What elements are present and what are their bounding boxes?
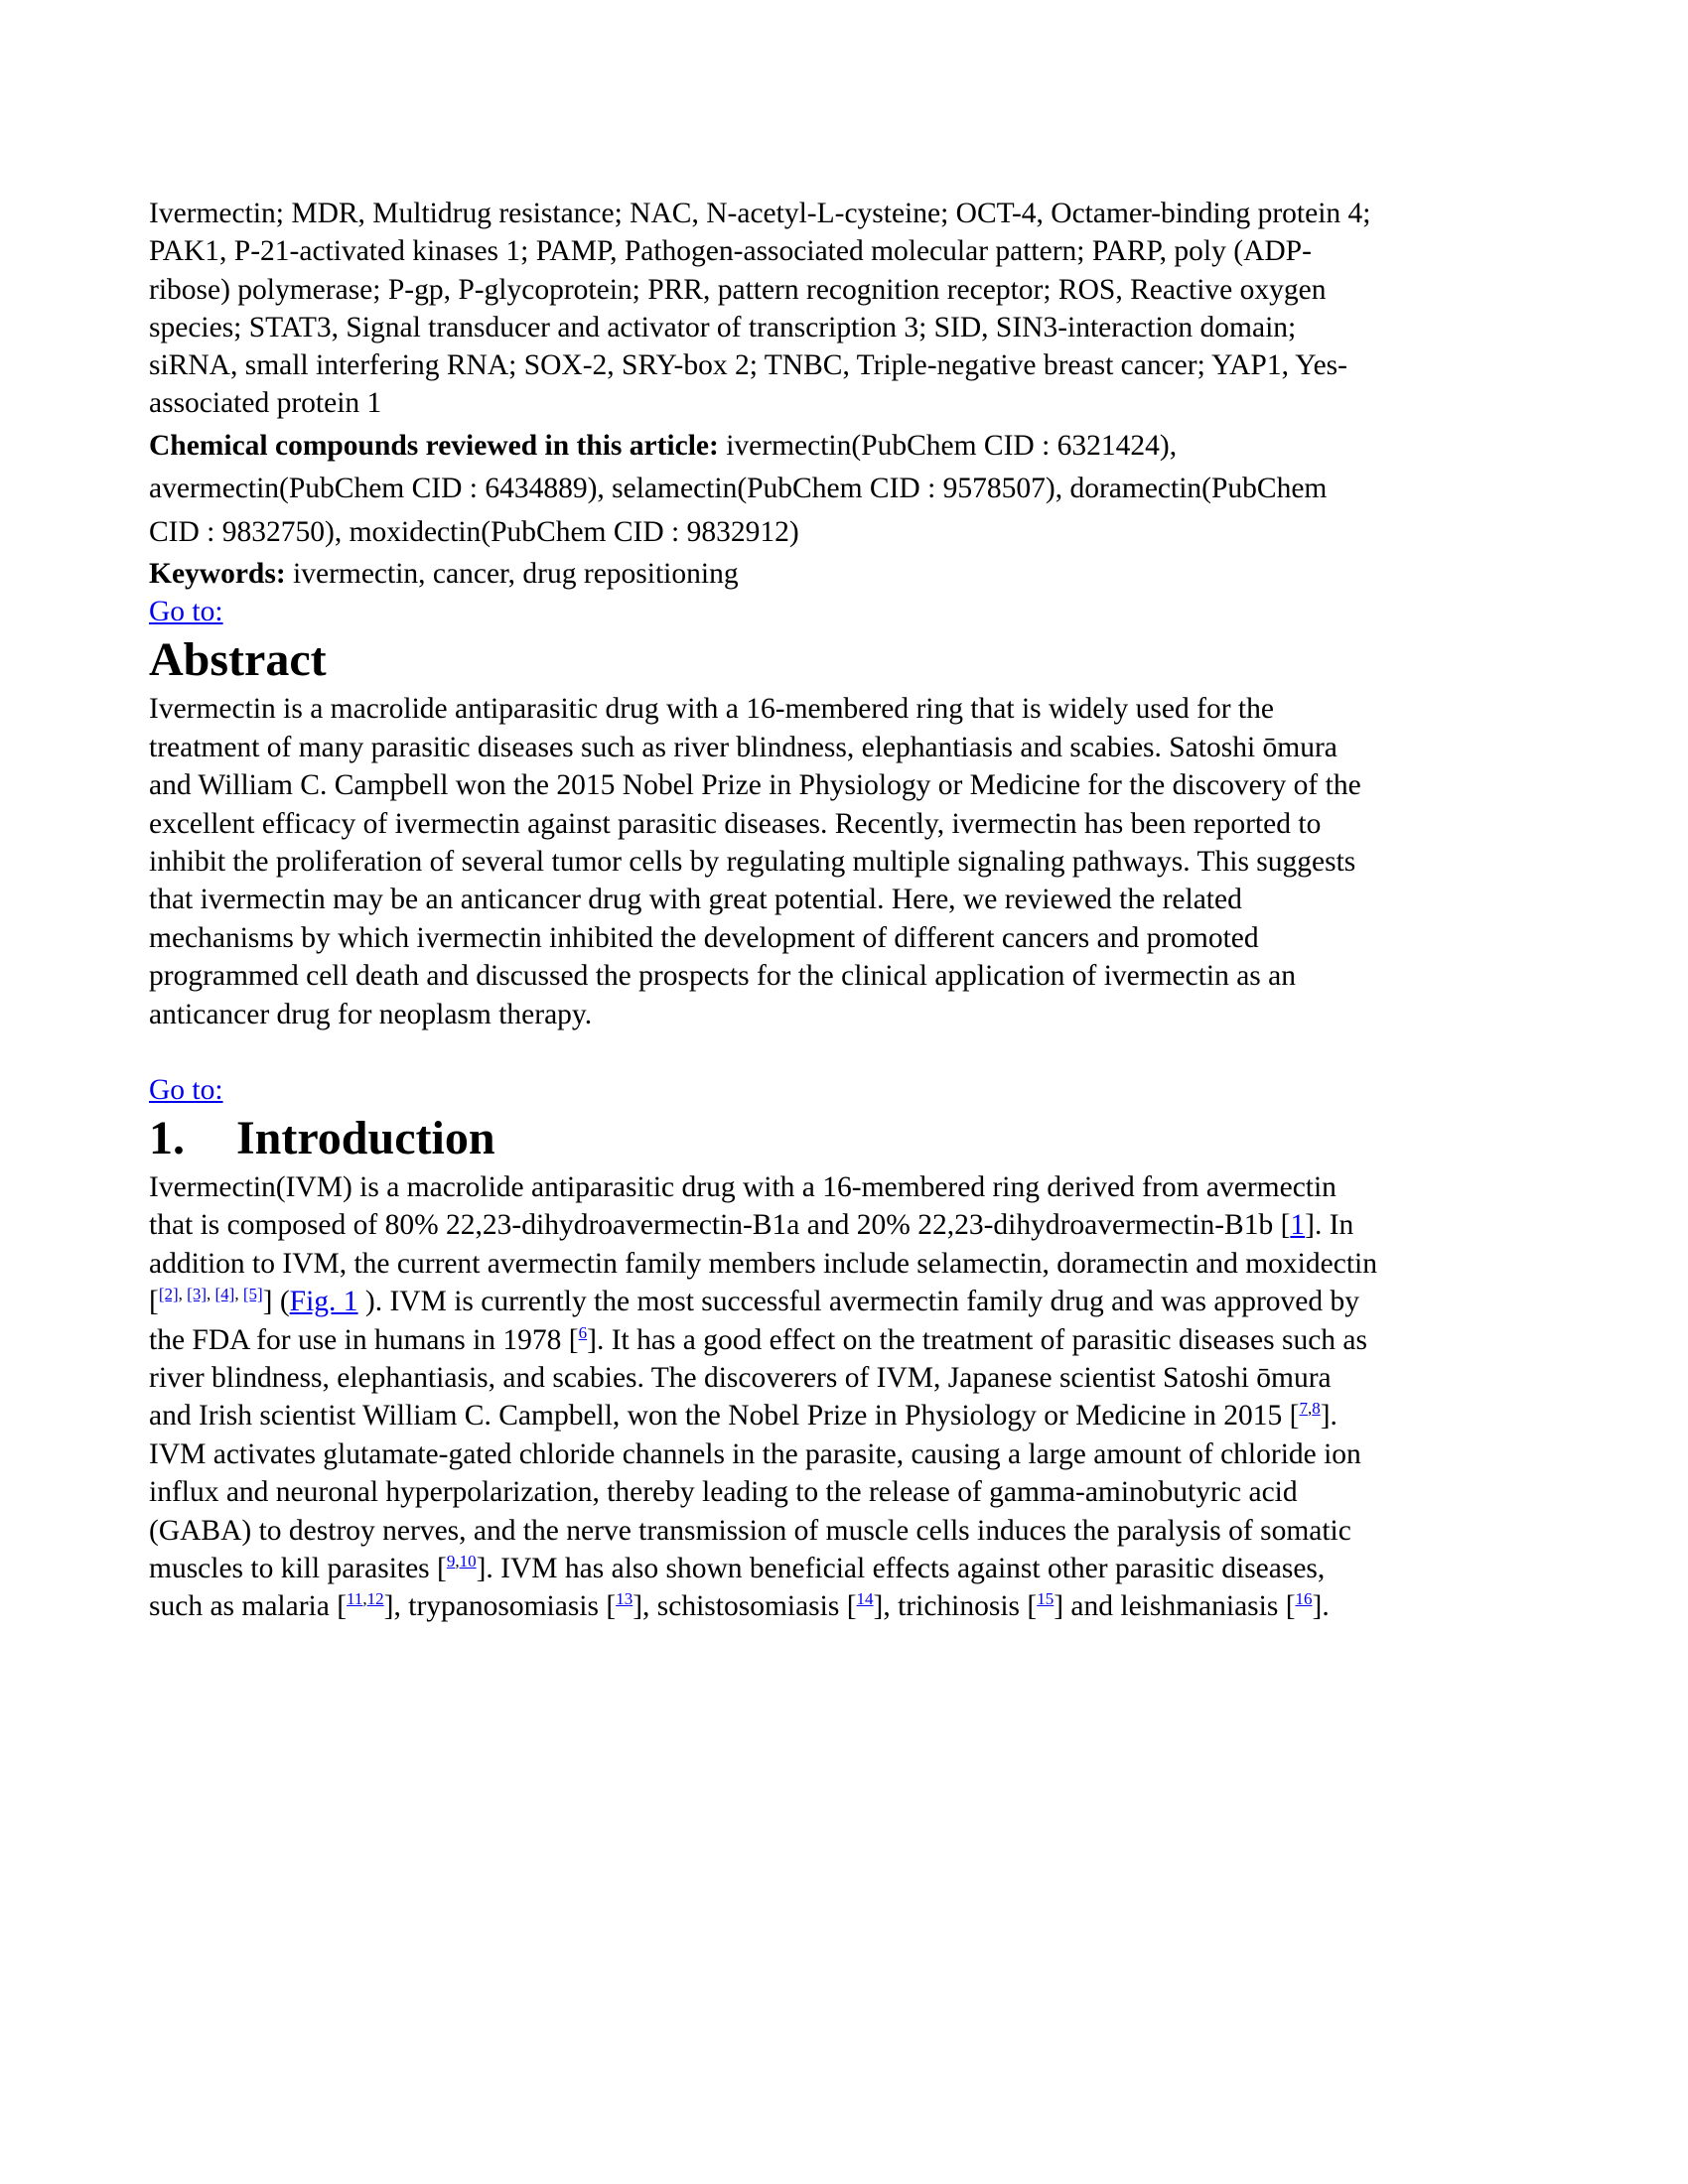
intro-text: muscles to kill parasites [ bbox=[149, 1553, 447, 1584]
intro-text: ]. IVM has also shown beneficial effects against other parasitic diseases, bbox=[476, 1553, 1326, 1584]
chemical-compounds-text: ivermectin(PubChem CID : 6321424), bbox=[718, 429, 1178, 462]
citation-group: [2], [3], [4], [5] bbox=[158, 1285, 263, 1304]
abbreviations-line: siRNA, small interfering RNA; SOX-2, SRY-box 2; TNBC, Triple-negative breast cancer; YAP1, Yes- bbox=[149, 349, 1347, 382]
abstract-heading: Abstract bbox=[149, 633, 327, 687]
citation-link[interactable]: [2] bbox=[158, 1285, 179, 1304]
intro-text: ]. It has a good effect on the treatment of parasitic diseases such as bbox=[587, 1323, 1367, 1356]
intro-line bbox=[149, 1206, 1539, 1244]
introduction-heading bbox=[149, 1109, 1539, 1168]
citation-link[interactable]: 14 bbox=[856, 1589, 874, 1609]
citation-link[interactable]: 1 bbox=[1290, 1209, 1306, 1242]
introduction-paragraph bbox=[149, 1168, 1539, 1626]
citation-link[interactable]: [3] bbox=[187, 1285, 207, 1304]
abbreviations-line: ribose) polymerase; P-gp, P-glycoprotein; PRR, pattern recognition receptor; ROS, Reactive oxygen bbox=[149, 273, 1327, 306]
intro-line: and Irish scientist William C. Campbell, won the Nobel Prize in Physiology or Medicine in 2015 [$^{7,8}$]. bbox=[149, 1399, 1337, 1433]
intro-text: ], trypanosomiasis [ bbox=[383, 1590, 617, 1623]
intro-line: muscles to kill parasites [$^{9,10}$]. IVM has also shown beneficial effects against other parasitic diseases, bbox=[149, 1552, 1326, 1584]
intro-text: the FDA for use in humans in 1978 [ bbox=[149, 1323, 579, 1356]
figure-link[interactable]: Fig. 1 bbox=[289, 1286, 358, 1318]
intro-text: [ bbox=[149, 1286, 159, 1318]
abstract-line: mechanisms by which ivermectin inhibited the development of different cancers and promoted bbox=[149, 921, 1259, 954]
chemical-compounds-line bbox=[149, 425, 1539, 469]
abbreviations-paragraph bbox=[149, 195, 1539, 423]
citation-link[interactable]: 11 bbox=[347, 1589, 363, 1609]
abstract-line: excellent efficacy of ivermectin against parasitic diseases. Recently, ivermectin has been reported to bbox=[149, 807, 1322, 840]
citation-link[interactable]: 13 bbox=[616, 1589, 633, 1609]
intro-text: ] and leishmaniasis [ bbox=[1054, 1590, 1296, 1623]
abstract-line: that ivermectin may be an anticancer drug with great potential. Here, we reviewed the related bbox=[149, 884, 1242, 916]
abstract-line: inhibit the proliferation of several tumor cells by regulating multiple signaling pathways. This suggests bbox=[149, 845, 1356, 878]
intro-line: river blindness, elephantiasis, and scabies. The discoverers of IVM, Japanese scientist Satoshi ōmura bbox=[149, 1361, 1332, 1394]
citation-link[interactable]: 10 bbox=[459, 1552, 477, 1570]
intro-line: Ivermectin(IVM) is a macrolide antiparasitic drug with a 16-membered ring derived from avermectin bbox=[149, 1170, 1336, 1203]
chemical-compounds-line: CID : 9832750), moxidectin(PubChem CID : 9832912) bbox=[149, 515, 799, 548]
intro-text: ] ( bbox=[262, 1286, 290, 1318]
intro-text: ). IVM is currently the most successful avermectin family drug and was approved by bbox=[357, 1286, 1359, 1318]
intro-line: addition to IVM, the current avermectin family members include selamectin, doramectin and moxidectin bbox=[149, 1247, 1377, 1280]
citation-link[interactable]: 12 bbox=[366, 1589, 384, 1609]
section-number: 1. bbox=[149, 1111, 185, 1164]
citation-link[interactable]: 6 bbox=[578, 1322, 588, 1342]
section-title: Introduction bbox=[236, 1111, 495, 1164]
citation-link[interactable]: [4] bbox=[214, 1285, 235, 1304]
article-content bbox=[149, 195, 1539, 1626]
goto-link[interactable]: Go to: bbox=[149, 596, 223, 628]
intro-line bbox=[149, 1283, 1539, 1320]
citation-link[interactable]: 8 bbox=[1312, 1399, 1321, 1419]
abstract-paragraph bbox=[149, 690, 1539, 1033]
intro-text: and Irish scientist William C. Campbell, won the Nobel Prize in Physiology or Medicine in 2015 [ bbox=[149, 1400, 1300, 1433]
citation-link[interactable]: 15 bbox=[1037, 1589, 1055, 1609]
intro-text: ], schistosomiasis [ bbox=[633, 1590, 857, 1623]
keywords-paragraph bbox=[149, 555, 1539, 593]
goto-link[interactable]: Go to: bbox=[149, 1073, 223, 1106]
intro-text: such as malaria [ bbox=[149, 1590, 348, 1623]
chemical-compounds-paragraph bbox=[149, 425, 1539, 555]
goto-container bbox=[149, 1071, 1539, 1109]
citation-link[interactable]: 16 bbox=[1295, 1589, 1313, 1609]
citation-link[interactable]: 9 bbox=[446, 1552, 456, 1570]
abbreviations-line: PAK1, P-21-activated kinases 1; PAMP, Pathogen-associated molecular pattern; PARP, poly (ADP- bbox=[149, 235, 1312, 268]
abbreviations-line: Ivermectin; MDR, Multidrug resistance; NAC, N-acetyl-L-cysteine; OCT-4, Octamer-binding protein 4; bbox=[149, 198, 1371, 229]
intro-line: (GABA) to destroy nerves, and the nerve transmission of muscle cells induces the paralysis of somatic bbox=[149, 1514, 1351, 1547]
chemical-compounds-label: Chemical compounds reviewed in this article: bbox=[149, 429, 719, 462]
intro-text: ], trichinosis [ bbox=[873, 1590, 1038, 1623]
chemical-compounds-line: avermectin(PubChem CID : 6434889), selamectin(PubChem CID : 9578507), doramectin(PubChem bbox=[149, 473, 1328, 505]
citation-link[interactable]: [5] bbox=[242, 1285, 263, 1304]
intro-text: ]. bbox=[1320, 1400, 1337, 1433]
keywords-label: Keywords: bbox=[149, 558, 286, 591]
abbreviations-line: species; STAT3, Signal transducer and activator of transcription 3; SID, SIN3-interaction domain; bbox=[149, 311, 1297, 343]
intro-text: ]. bbox=[1312, 1590, 1330, 1623]
intro-line bbox=[149, 1321, 1539, 1359]
goto-container bbox=[149, 593, 1539, 630]
intro-text: that is composed of 80% 22,23-dihydroavermectin-B1a and 20% 22,23-dihydroavermectin-B1b [ bbox=[149, 1209, 1291, 1242]
abstract-line: treatment of many parasitic diseases such as river blindness, elephantiasis and scabies. Satoshi ōmura bbox=[149, 731, 1337, 763]
abstract-line: anticancer drug for neoplasm therapy. bbox=[149, 998, 593, 1030]
intro-line: influx and neuronal hyperpolarization, thereby leading to the release of gamma-aminobutyric acid bbox=[149, 1476, 1298, 1509]
keywords-value: ivermectin, cancer, drug repositioning bbox=[285, 558, 739, 591]
intro-text: ]. In bbox=[1305, 1209, 1354, 1242]
abstract-line: and William C. Campbell won the 2015 Nobel Prize in Physiology or Medicine for the discovery of the bbox=[149, 769, 1361, 802]
abstract-line: programmed cell death and discussed the prospects for the clinical application of ivermectin as an bbox=[149, 960, 1297, 993]
abstract-line: Ivermectin is a macrolide antiparasitic drug with a 16-membered ring that is widely used for the bbox=[149, 693, 1274, 726]
citation-link[interactable]: 7 bbox=[1299, 1399, 1308, 1419]
intro-line: such as malaria [$^{11,12}$], trypanosomiasis [$^{13}$], schistosomiasis [$^{14}$], trichinosis [$^{15}$] and leishmaniasis [$^{16}$]. bbox=[149, 1589, 1330, 1623]
abbreviations-line: associated protein 1 bbox=[149, 387, 382, 420]
intro-line: IVM activates glutamate-gated chloride channels in the parasite, causing a large amount of chloride ion bbox=[149, 1437, 1361, 1470]
